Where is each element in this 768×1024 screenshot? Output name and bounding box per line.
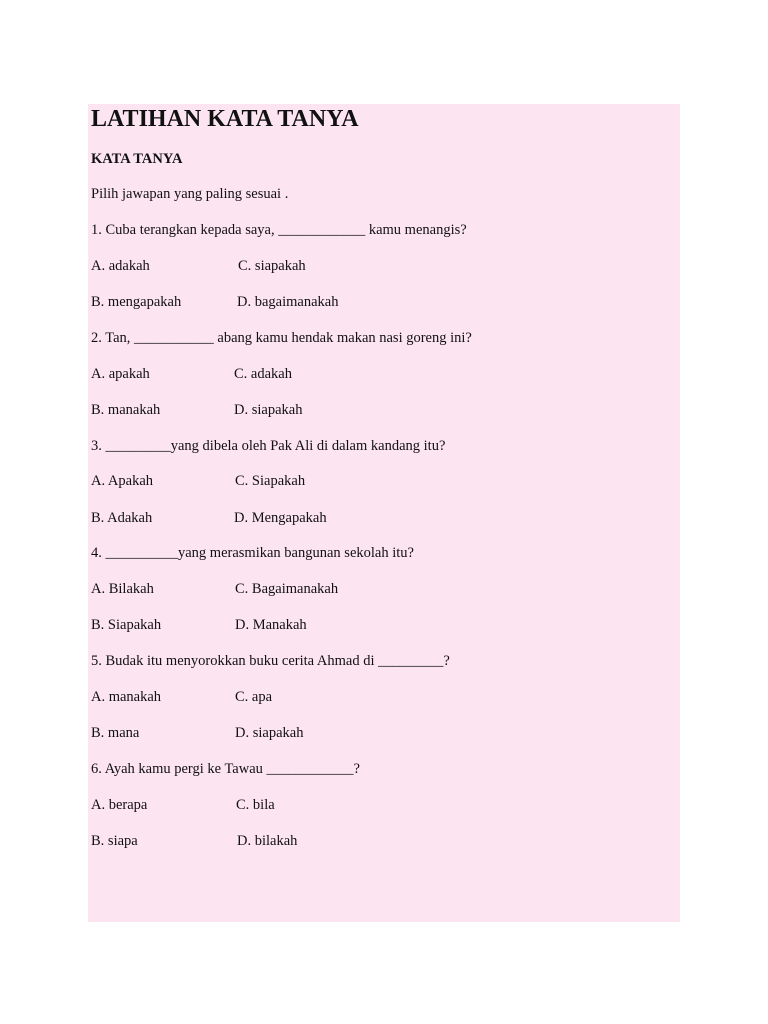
question-1-option-d: D. bagaimanakah: [237, 294, 339, 310]
question-1-text: 1. Cuba terangkan kepada saya, ____________ kamu menangis?: [91, 222, 467, 238]
question-5-option-b: B. mana: [91, 725, 140, 741]
question-5-option-a: A. manakah: [91, 689, 162, 705]
question-5-option-d: D. siapakah: [235, 725, 304, 741]
question-6-option-b: B. siapa: [91, 833, 138, 849]
question-3-text: 3. _________yang dibela oleh Pak Ali di dalam kandang itu?: [91, 438, 446, 454]
question-3-option-b: B. Adakah: [91, 510, 153, 526]
section-subtitle: KATA TANYA: [91, 151, 183, 167]
question-3-option-c: C. Siapakah: [235, 473, 306, 489]
question-1-option-a: A. adakah: [91, 258, 150, 274]
question-2-text: 2. Tan, ___________ abang kamu hendak makan nasi goreng ini?: [91, 330, 472, 346]
question-4-text: 4. __________yang merasmikan bangunan sekolah itu?: [91, 545, 414, 561]
question-2-option-b: B. manakah: [91, 402, 161, 418]
question-3-option-a: A. Apakah: [91, 473, 154, 489]
question-6-option-a: A. berapa: [91, 797, 148, 813]
question-2-option-c: C. adakah: [234, 366, 292, 382]
question-2-option-d: D. siapakah: [234, 402, 303, 418]
question-3-option-d: D. Mengapakah: [234, 510, 327, 526]
question-4-option-d: D. Manakah: [235, 617, 307, 633]
question-6-option-c: C. bila: [236, 797, 275, 813]
question-5-text: 5. Budak itu menyorokkan buku cerita Ahmad di _________?: [91, 653, 450, 669]
question-4-option-b: B. Siapakah: [91, 617, 162, 633]
question-1-option-c: C. siapakah: [238, 258, 306, 274]
question-6-text: 6. Ayah kamu pergi ke Tawau ____________?: [91, 761, 360, 777]
question-4-option-a: A. Bilakah: [91, 581, 154, 597]
question-6-option-d: D. bilakah: [237, 833, 298, 849]
page-title: LATIHAN KATA TANYA: [91, 106, 359, 132]
question-1-option-b: B. mengapakah: [91, 294, 182, 310]
question-5-option-c: C. apa: [235, 689, 273, 705]
question-4-option-c: C. Bagaimanakah: [235, 581, 339, 597]
question-2-option-a: A. apakah: [91, 366, 150, 382]
instruction-text: Pilih jawapan yang paling sesuai .: [91, 186, 289, 202]
